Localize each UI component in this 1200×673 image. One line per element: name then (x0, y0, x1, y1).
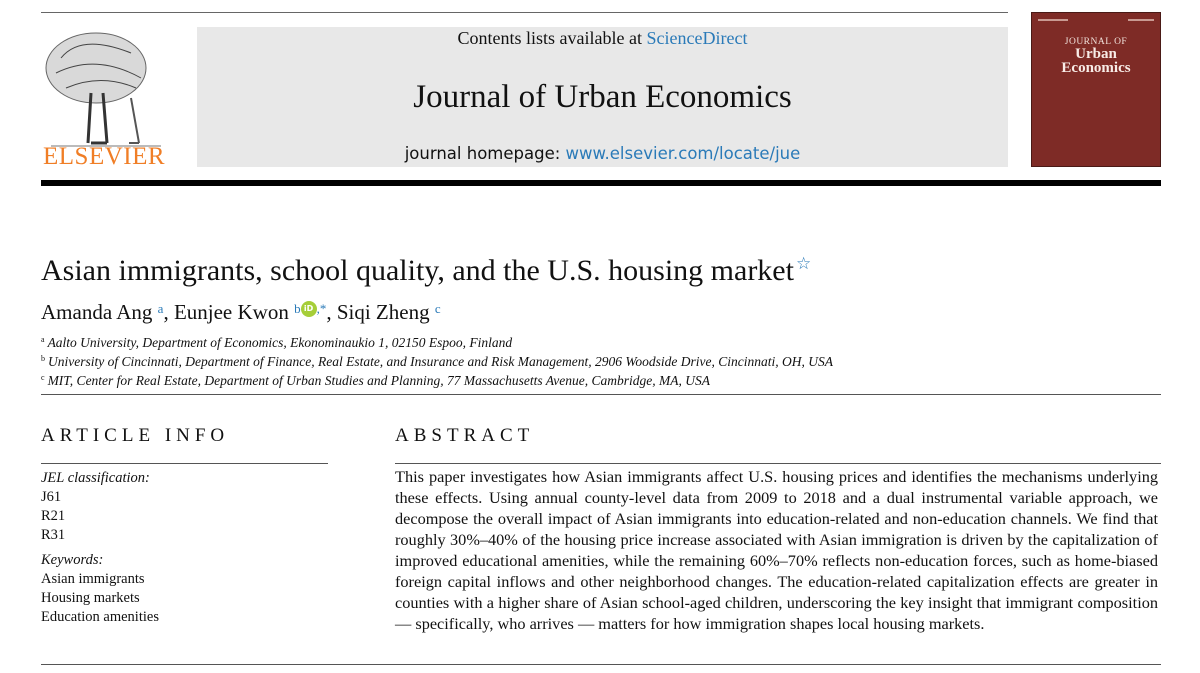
cover-header-marks (1038, 18, 1156, 24)
sciencedirect-link[interactable]: ScienceDirect (646, 28, 748, 48)
corresponding-author-sup[interactable]: * (319, 301, 327, 316)
bottom-rule (41, 664, 1161, 665)
journal-banner (197, 27, 1008, 167)
abstract-heading: ABSTRACT (395, 425, 535, 446)
author-name[interactable]: Siqi Zheng (336, 300, 430, 324)
cover-line-3: Economics (1061, 60, 1131, 76)
affiliation-sup: b (41, 354, 45, 363)
abstract-text: This paper investigates how Asian immigrants affect U.S. housing prices and identifies the mechanisms underlying these effects. Using annual county-level data from 2009 to 2018 and a dual instrumental variable approach, we decompose the overall impact of Asian immigrants into education-related and non-education channels. We find that roughly 30%–40% of the housing price increase associated with Asian immigration is driven by the capitalization of improved educational amenities, while the remaining 60%–70% reflects non-education forces, such as home-biased foreign capital inflows and other neighborhood changes. The education-related capitalization effects are greater in counties with a higher share of Asian school-aged children, underscoring the key insight that immigrant composition — specifically, who arrives — matters for how immigration shapes local housing markets. (395, 467, 1158, 633)
journal-cover-thumbnail[interactable] (1031, 12, 1161, 167)
cover-line-2: Urban (1075, 46, 1117, 62)
author-separator: , (163, 300, 174, 324)
journal-title[interactable]: Journal of Urban Economics (413, 79, 792, 115)
article-title (41, 245, 811, 290)
keyword: Asian immigrants (41, 571, 145, 587)
jel-code: J61 (41, 489, 62, 505)
author-list (41, 295, 441, 326)
author-separator: , (326, 300, 337, 324)
section-divider (41, 394, 1161, 395)
elsevier-wordmark: ELSEVIER (43, 143, 166, 168)
author-affil-sup[interactable]: a (157, 301, 164, 316)
affiliation-sup: c (41, 373, 45, 382)
article-info-heading: ARTICLE INFO (41, 425, 230, 446)
jel-code: R31 (41, 527, 66, 543)
homepage-line (197, 143, 1008, 165)
author-name[interactable]: Amanda Ang (41, 300, 153, 324)
keyword: Education amenities (41, 609, 159, 625)
affiliation-item (41, 330, 833, 349)
cover-line-1: JOURNAL OF (1064, 37, 1128, 47)
orcid-icon[interactable]: iD (301, 301, 317, 317)
keywords-label: Keywords: (41, 552, 104, 568)
affiliation-text: MIT, Center for Real Estate, Department of Urban Studies and Planning, 77 Massachusetts Avenue, Cambridge, MA, USA (47, 373, 710, 388)
author-comma: , (316, 301, 320, 316)
article-info-rule (41, 463, 328, 464)
affiliation-item (41, 349, 833, 368)
article-title-text: Asian immigrants, school quality, and the U.S. housing market (41, 254, 794, 287)
elsevier-logo[interactable] (41, 28, 171, 168)
abstract-rule (395, 463, 1161, 464)
contents-line (197, 27, 1008, 49)
keyword: Housing markets (41, 590, 140, 606)
header-divider (41, 180, 1161, 186)
title-footnote-star-icon[interactable]: ☆ (795, 254, 812, 273)
contents-prefix: Contents lists available at (457, 28, 647, 48)
homepage-prefix: journal homepage: (404, 144, 566, 163)
affiliation-item (41, 368, 833, 387)
jel-label: JEL classification: (41, 470, 150, 486)
elsevier-tree-icon (41, 28, 171, 168)
affiliation-text: Aalto University, Department of Economics, Ekonominaukio 1, 02150 Espoo, Finland (47, 335, 513, 350)
affiliation-sup: a (41, 335, 45, 344)
affiliation-text: University of Cincinnati, Department of Finance, Real Estate, and Insurance and Risk Management, 2906 Woodside Drive, Cincinnati, OH, USA (48, 354, 834, 369)
article-info-content (41, 469, 159, 627)
journal-homepage-link[interactable]: www.elsevier.com/locate/jue (565, 144, 801, 163)
author-affil-sup[interactable]: b (294, 301, 301, 316)
author-affil-sup[interactable]: c (434, 301, 441, 316)
affiliations (41, 330, 833, 387)
top-rule (41, 12, 1008, 13)
jel-code: R21 (41, 508, 66, 524)
author-name[interactable]: Eunjee Kwon (173, 300, 289, 324)
